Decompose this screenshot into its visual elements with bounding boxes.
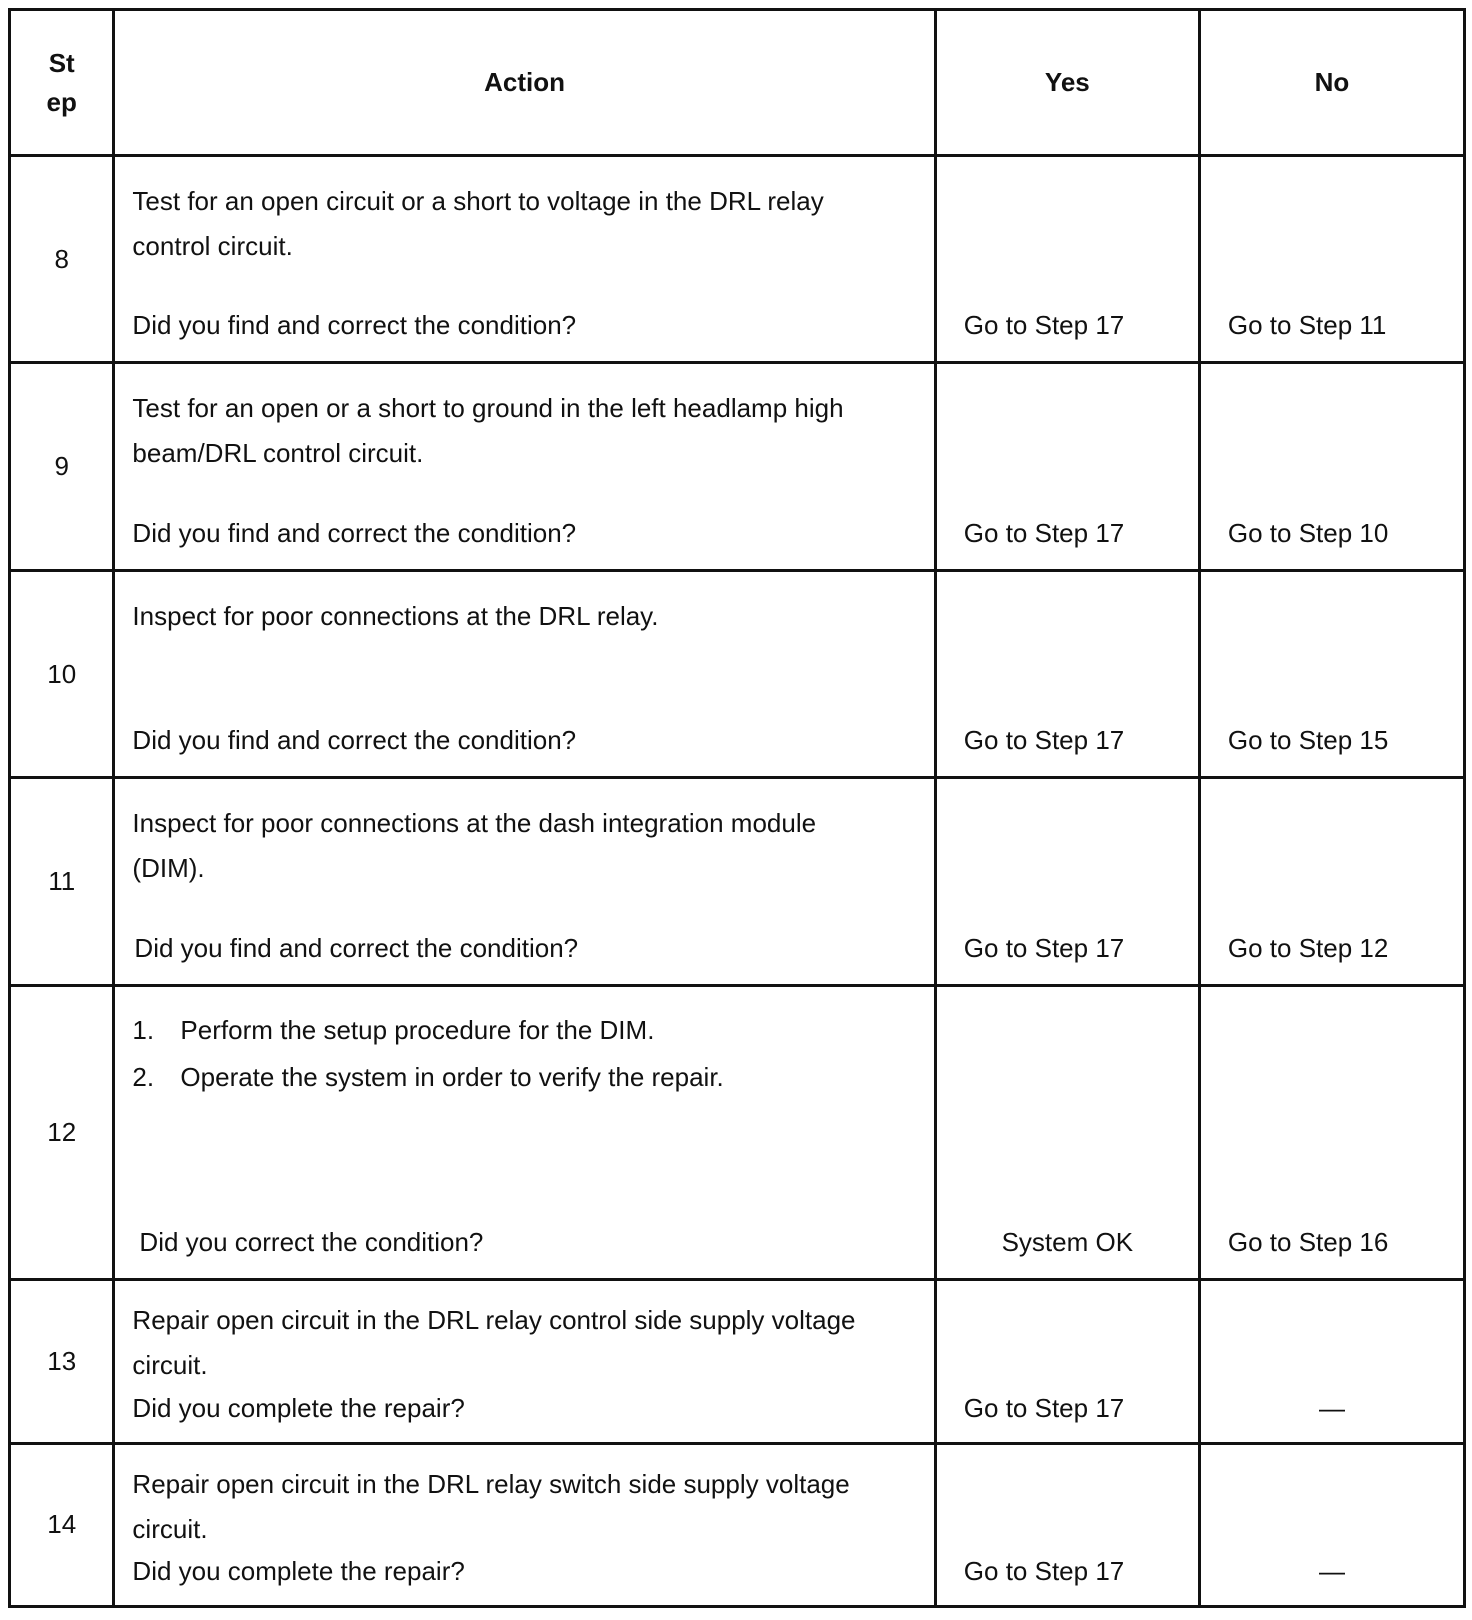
list-item bbox=[132, 1007, 723, 1054]
yes-cell bbox=[935, 363, 1199, 570]
question-text: Did you find and correct the condition? bbox=[132, 517, 577, 548]
no-result: Go to Step 10 bbox=[1227, 517, 1389, 548]
yes-result: Go to Step 17 bbox=[963, 1392, 1125, 1423]
table-row bbox=[10, 1443, 1465, 1606]
no-cell bbox=[1199, 363, 1464, 570]
question-text: Did you find and correct the condition? bbox=[134, 932, 579, 963]
header-yes: Yes bbox=[935, 10, 1199, 156]
instruction-text: Test for an open or a short to ground in the left headlamp high beam/DRL control circuit. bbox=[132, 393, 844, 469]
action-cell bbox=[114, 156, 935, 363]
instruction-text: Repair open circuit in the DRL relay switch side supply voltage circuit. bbox=[132, 1468, 850, 1544]
yes-cell bbox=[935, 1443, 1199, 1606]
list-item-number: 2. bbox=[132, 1061, 155, 1092]
list-item-text: Operate the system in order to verify the repair. bbox=[180, 1061, 724, 1092]
diagnostic-table bbox=[8, 8, 1466, 1608]
no-result: Go to Step 16 bbox=[1227, 1227, 1389, 1258]
instruction-text: Repair open circuit in the DRL relay control side supply voltage circuit. bbox=[132, 1305, 856, 1381]
no-result: Go to Step 11 bbox=[1227, 310, 1387, 341]
header-row bbox=[10, 10, 1465, 156]
action-cell bbox=[114, 985, 935, 1280]
question-text: Did you find and correct the condition? bbox=[132, 725, 577, 756]
no-cell bbox=[1199, 570, 1464, 777]
yes-cell bbox=[935, 778, 1199, 985]
step-number: 8 bbox=[10, 156, 114, 363]
no-result: Go to Step 15 bbox=[1227, 725, 1389, 756]
yes-result: Go to Step 17 bbox=[963, 517, 1125, 548]
yes-result: Go to Step 17 bbox=[963, 310, 1125, 341]
question-text: Did you complete the repair? bbox=[132, 1392, 465, 1423]
no-cell bbox=[1199, 156, 1464, 363]
question-text: Did you complete the repair? bbox=[132, 1556, 465, 1586]
no-result: — bbox=[1318, 1392, 1345, 1423]
table-row bbox=[10, 156, 1465, 363]
no-cell bbox=[1199, 1280, 1464, 1443]
table-row bbox=[10, 363, 1465, 570]
table-row bbox=[10, 1280, 1465, 1443]
no-cell bbox=[1199, 778, 1464, 985]
header-step: St ep bbox=[10, 10, 114, 156]
yes-result: Go to Step 17 bbox=[963, 725, 1125, 756]
action-cell bbox=[114, 1443, 935, 1606]
header-no: No bbox=[1199, 10, 1464, 156]
yes-result: Go to Step 17 bbox=[963, 1556, 1125, 1586]
instruction-text: Test for an open circuit or a short to voltage in the DRL relay control circuit. bbox=[132, 186, 824, 261]
no-result: — bbox=[1318, 1556, 1345, 1586]
no-result: Go to Step 12 bbox=[1227, 932, 1389, 963]
no-cell bbox=[1199, 1443, 1464, 1606]
instruction-text: Inspect for poor connections at the DRL relay. bbox=[132, 600, 659, 631]
step-number: 11 bbox=[10, 778, 114, 985]
list-item bbox=[132, 1054, 723, 1101]
yes-cell bbox=[935, 1280, 1199, 1443]
action-cell bbox=[114, 363, 935, 570]
action-cell bbox=[114, 570, 935, 777]
yes-cell bbox=[935, 156, 1199, 363]
step-number: 9 bbox=[10, 363, 114, 570]
action-cell bbox=[114, 778, 935, 985]
action-cell bbox=[114, 1280, 935, 1443]
question-text: Did you correct the condition? bbox=[139, 1227, 484, 1258]
step-number: 10 bbox=[10, 570, 114, 777]
yes-cell bbox=[935, 985, 1199, 1280]
table-row bbox=[10, 985, 1465, 1280]
step-number: 12 bbox=[10, 985, 114, 1280]
instruction-text: Inspect for poor connections at the dash integration module (DIM). bbox=[132, 808, 817, 884]
step-number: 14 bbox=[10, 1443, 114, 1606]
yes-result: Go to Step 17 bbox=[963, 932, 1125, 963]
list-item-text: Perform the setup procedure for the DIM. bbox=[180, 1014, 655, 1045]
procedure-list bbox=[132, 1007, 723, 1101]
no-cell bbox=[1199, 985, 1464, 1280]
table-row bbox=[10, 778, 1465, 985]
yes-result: System OK bbox=[1001, 1227, 1134, 1258]
list-item-number: 1. bbox=[132, 1014, 155, 1045]
table-row bbox=[10, 570, 1465, 777]
yes-cell bbox=[935, 570, 1199, 777]
step-number: 13 bbox=[10, 1280, 114, 1443]
header-action: Action bbox=[114, 10, 935, 156]
question-text: Did you find and correct the condition? bbox=[132, 310, 577, 341]
